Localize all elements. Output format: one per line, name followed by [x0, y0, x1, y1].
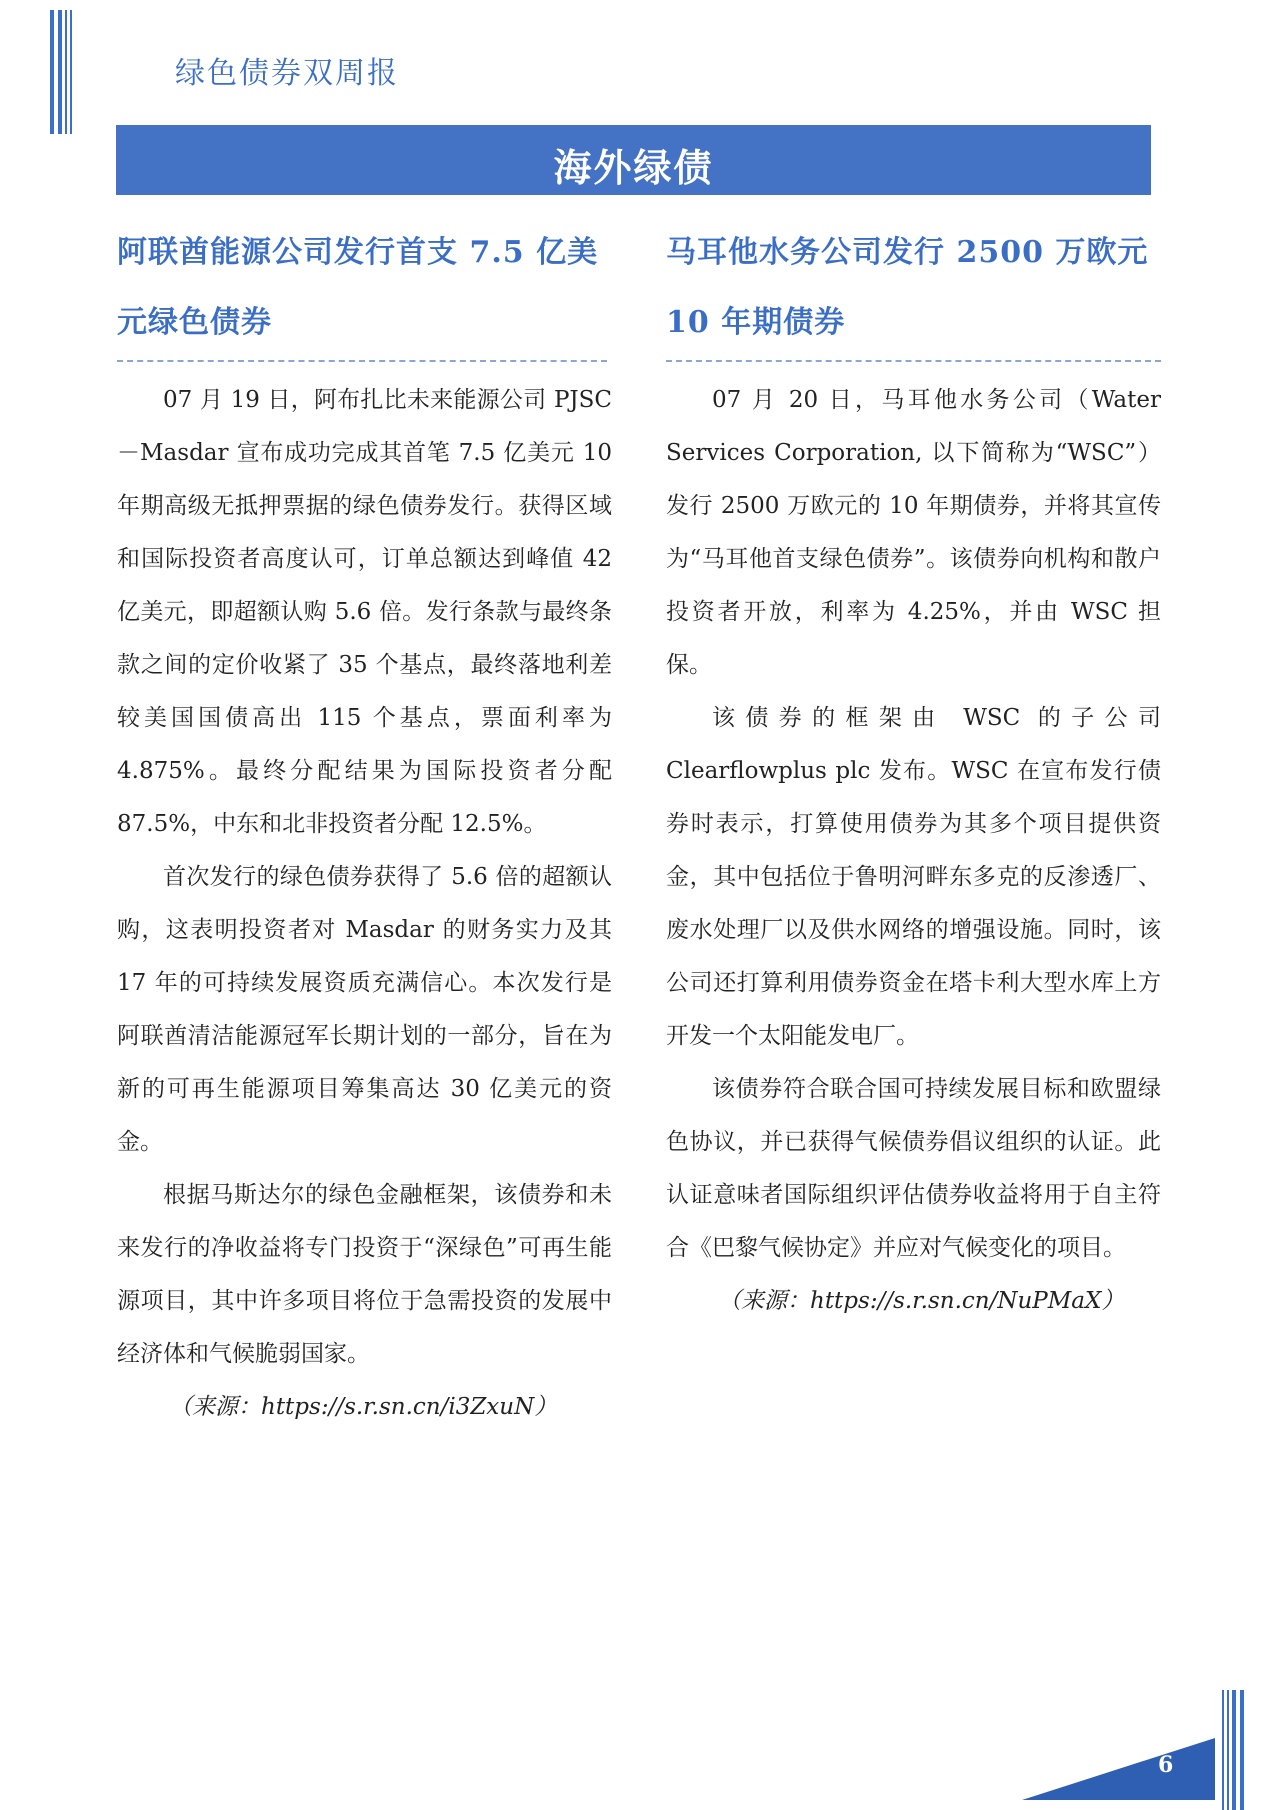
article-paragraph: 首次发行的绿色债券获得了 5.6 倍的超额认购，这表明投资者对 Masdar 的财务实力及其 17 年的可持续发展资质充满信心。本次发行是阿联酋清洁能源冠军长期计划的一部分，旨在为新的可再生能源项目筹集高达 30 亿美元的资金。 — [117, 864, 612, 1155]
corner-stripes-top — [50, 10, 74, 134]
article-paragraph: 07 月 19 日，阿布扎比未来能源公司 PJSC－Masdar 宣布成功完成其首笔 7.5 亿美元 10 年期高级无抵押票据的绿色债券发行。获得区域和国际投资者高度认可，订单总额达到峰值 42 亿美元，即超额认购 5.6 倍。发行条款与最终条款之间的定价收紧了 35 个基点，最终落地利差较美国国债高出 115 个基点，票面利率为 4.875%。最终分配结果为国际投资者分配 87.5%，中东和北非投资者分配 12.5%。 — [117, 387, 612, 837]
page-number-triangle — [1022, 1738, 1215, 1800]
article-paragraph: 根据马斯达尔的绿色金融框架，该债券和未来发行的净收益将专门投资于“深绿色”可再生能源项目，其中许多项目将位于急需投资的发展中经济体和气候脆弱国家。 — [117, 1182, 612, 1367]
dashed-divider — [117, 360, 607, 362]
section-title: 海外绿债 — [553, 145, 714, 190]
article-left — [117, 218, 612, 1434]
dashed-divider — [666, 360, 1161, 362]
article-source: （来源：https://s.r.sn.cn/NuPMaX） — [718, 1288, 1125, 1314]
article-paragraph: 07 月 20 日，马耳他水务公司（Water Services Corporation, 以下简称为“WSC”）发行 2500 万欧元的 10 年期债券，并将其宣传为“马耳他首支绿色债券”。该债券向机构和散户投资者开放，利率为 4.25%，并由 WSC 担保。 — [666, 387, 1161, 678]
article-title: 马耳他水务公司发行 2500 万欧元 10 年期债券 — [666, 235, 1149, 340]
article-paragraph: 该债券符合联合国可持续发展目标和欧盟绿色协议，并已获得气候债券倡议组织的认证。此认证意味者国际组织评估债券收益将用于自主符合《巴黎气候协定》并应对气候变化的项目。 — [666, 1076, 1161, 1261]
article-source: （来源：https://s.r.sn.cn/i3ZxuN） — [169, 1394, 558, 1420]
article-paragraph: 该债券的框架由 WSC 的子公司 Clearflowplus plc 发布。WSC 在宣布发行债券时表示，打算使用债券为其多个项目提供资金，其中包括位于鲁明河畔东多克的反渗透厂、废水处理厂以及供水网络的增强设施。同时，该公司还打算利用债券资金在塔卡利大型水库上方开发一个太阳能发电厂。 — [666, 705, 1161, 1049]
publication-title: 绿色债券双周报 — [175, 56, 399, 91]
section-banner — [116, 125, 1151, 195]
page-number: 6 — [1158, 1752, 1174, 1778]
corner-stripes-bottom — [1222, 1690, 1246, 1810]
article-title: 阿联酋能源公司发行首支 7.5 亿美元绿色债券 — [117, 235, 599, 340]
article-right — [666, 218, 1161, 1328]
